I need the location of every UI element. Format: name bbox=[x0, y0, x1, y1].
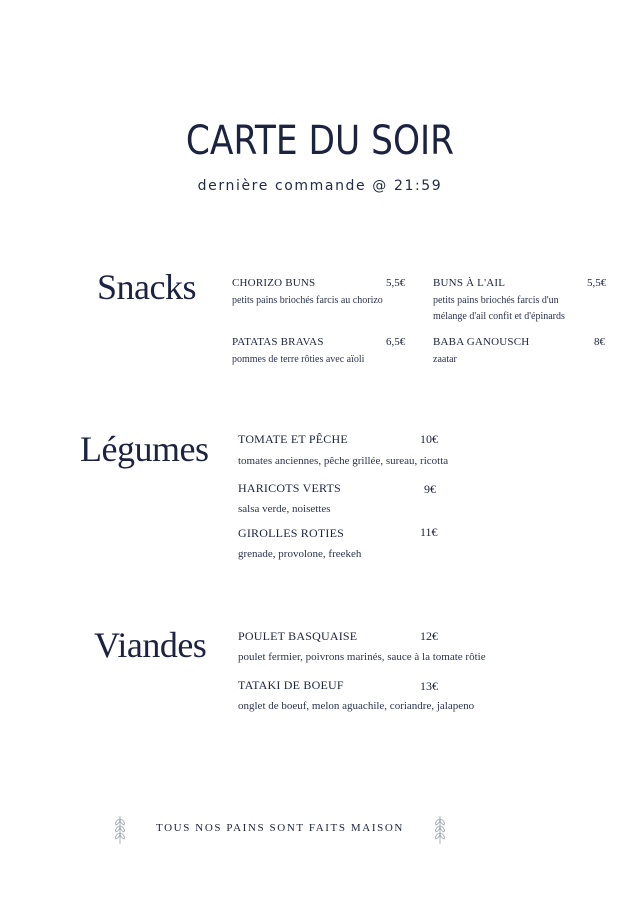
menu-item-description: grenade, provolone, freekeh bbox=[238, 548, 362, 560]
menu-item-name: POULET BASQUAISE bbox=[238, 629, 358, 643]
menu-item-price: 11€ bbox=[420, 525, 438, 539]
menu-item-description: pommes de terre rôties avec aïoli bbox=[232, 354, 365, 365]
menu-item-price: 12€ bbox=[420, 629, 438, 643]
menu-item-name: GIROLLES ROTIES bbox=[238, 526, 344, 540]
menu-item-description: onglet de boeuf, melon aguachile, coriandre, jalapeno bbox=[238, 700, 475, 712]
menu-item-name: TOMATE ET PÊCHE bbox=[238, 432, 348, 446]
page-title: CARTE DU SOIR bbox=[185, 118, 455, 164]
menu-item-name: TATAKI DE BOEUF bbox=[238, 678, 344, 692]
menu-item-name: CHORIZO BUNS bbox=[232, 277, 316, 289]
menu-item-price: 13€ bbox=[420, 679, 438, 693]
wheat-leaf-icon bbox=[112, 813, 128, 845]
menu-item-price: 10€ bbox=[420, 432, 438, 446]
menu-item-name: PATATAS BRAVAS bbox=[232, 336, 324, 348]
menu-item-price: 9€ bbox=[424, 482, 436, 496]
menu-item-description: petits pains briochés farcis d'un mélange d'ail confit et d'épinards bbox=[433, 295, 565, 322]
section-title-snacks: Snacks bbox=[97, 267, 196, 307]
menu-item-description: petits pains briochés farcis au chorizo bbox=[232, 295, 383, 306]
menu-item-description: zaatar bbox=[433, 354, 457, 365]
page-subtitle: dernière commande @ 21:59 bbox=[197, 178, 443, 194]
footer-note: TOUS NOS PAINS SONT FAITS MAISON bbox=[156, 822, 404, 834]
menu-item-name: HARICOTS VERTS bbox=[238, 481, 341, 495]
menu-item-price: 5,5€ bbox=[386, 277, 406, 289]
menu-item-description: poulet fermier, poivrons marinés, sauce à la tomate rôtie bbox=[238, 651, 486, 663]
menu-item-price: 5,5€ bbox=[587, 277, 607, 289]
menu-item-name: BABA GANOUSCH bbox=[433, 336, 530, 348]
wheat-leaf-icon bbox=[432, 813, 448, 845]
menu-item-price: 6,5€ bbox=[386, 336, 406, 348]
menu-item-price: 8€ bbox=[594, 336, 605, 348]
section-title-legumes: Légumes bbox=[80, 429, 209, 469]
section-title-viandes: Viandes bbox=[94, 625, 207, 665]
menu-item-name: BUNS À L'AIL bbox=[433, 277, 506, 289]
menu-item-description: tomates anciennes, pêche grillée, sureau, ricotta bbox=[238, 455, 449, 467]
menu-item-description: salsa verde, noisettes bbox=[238, 503, 331, 515]
